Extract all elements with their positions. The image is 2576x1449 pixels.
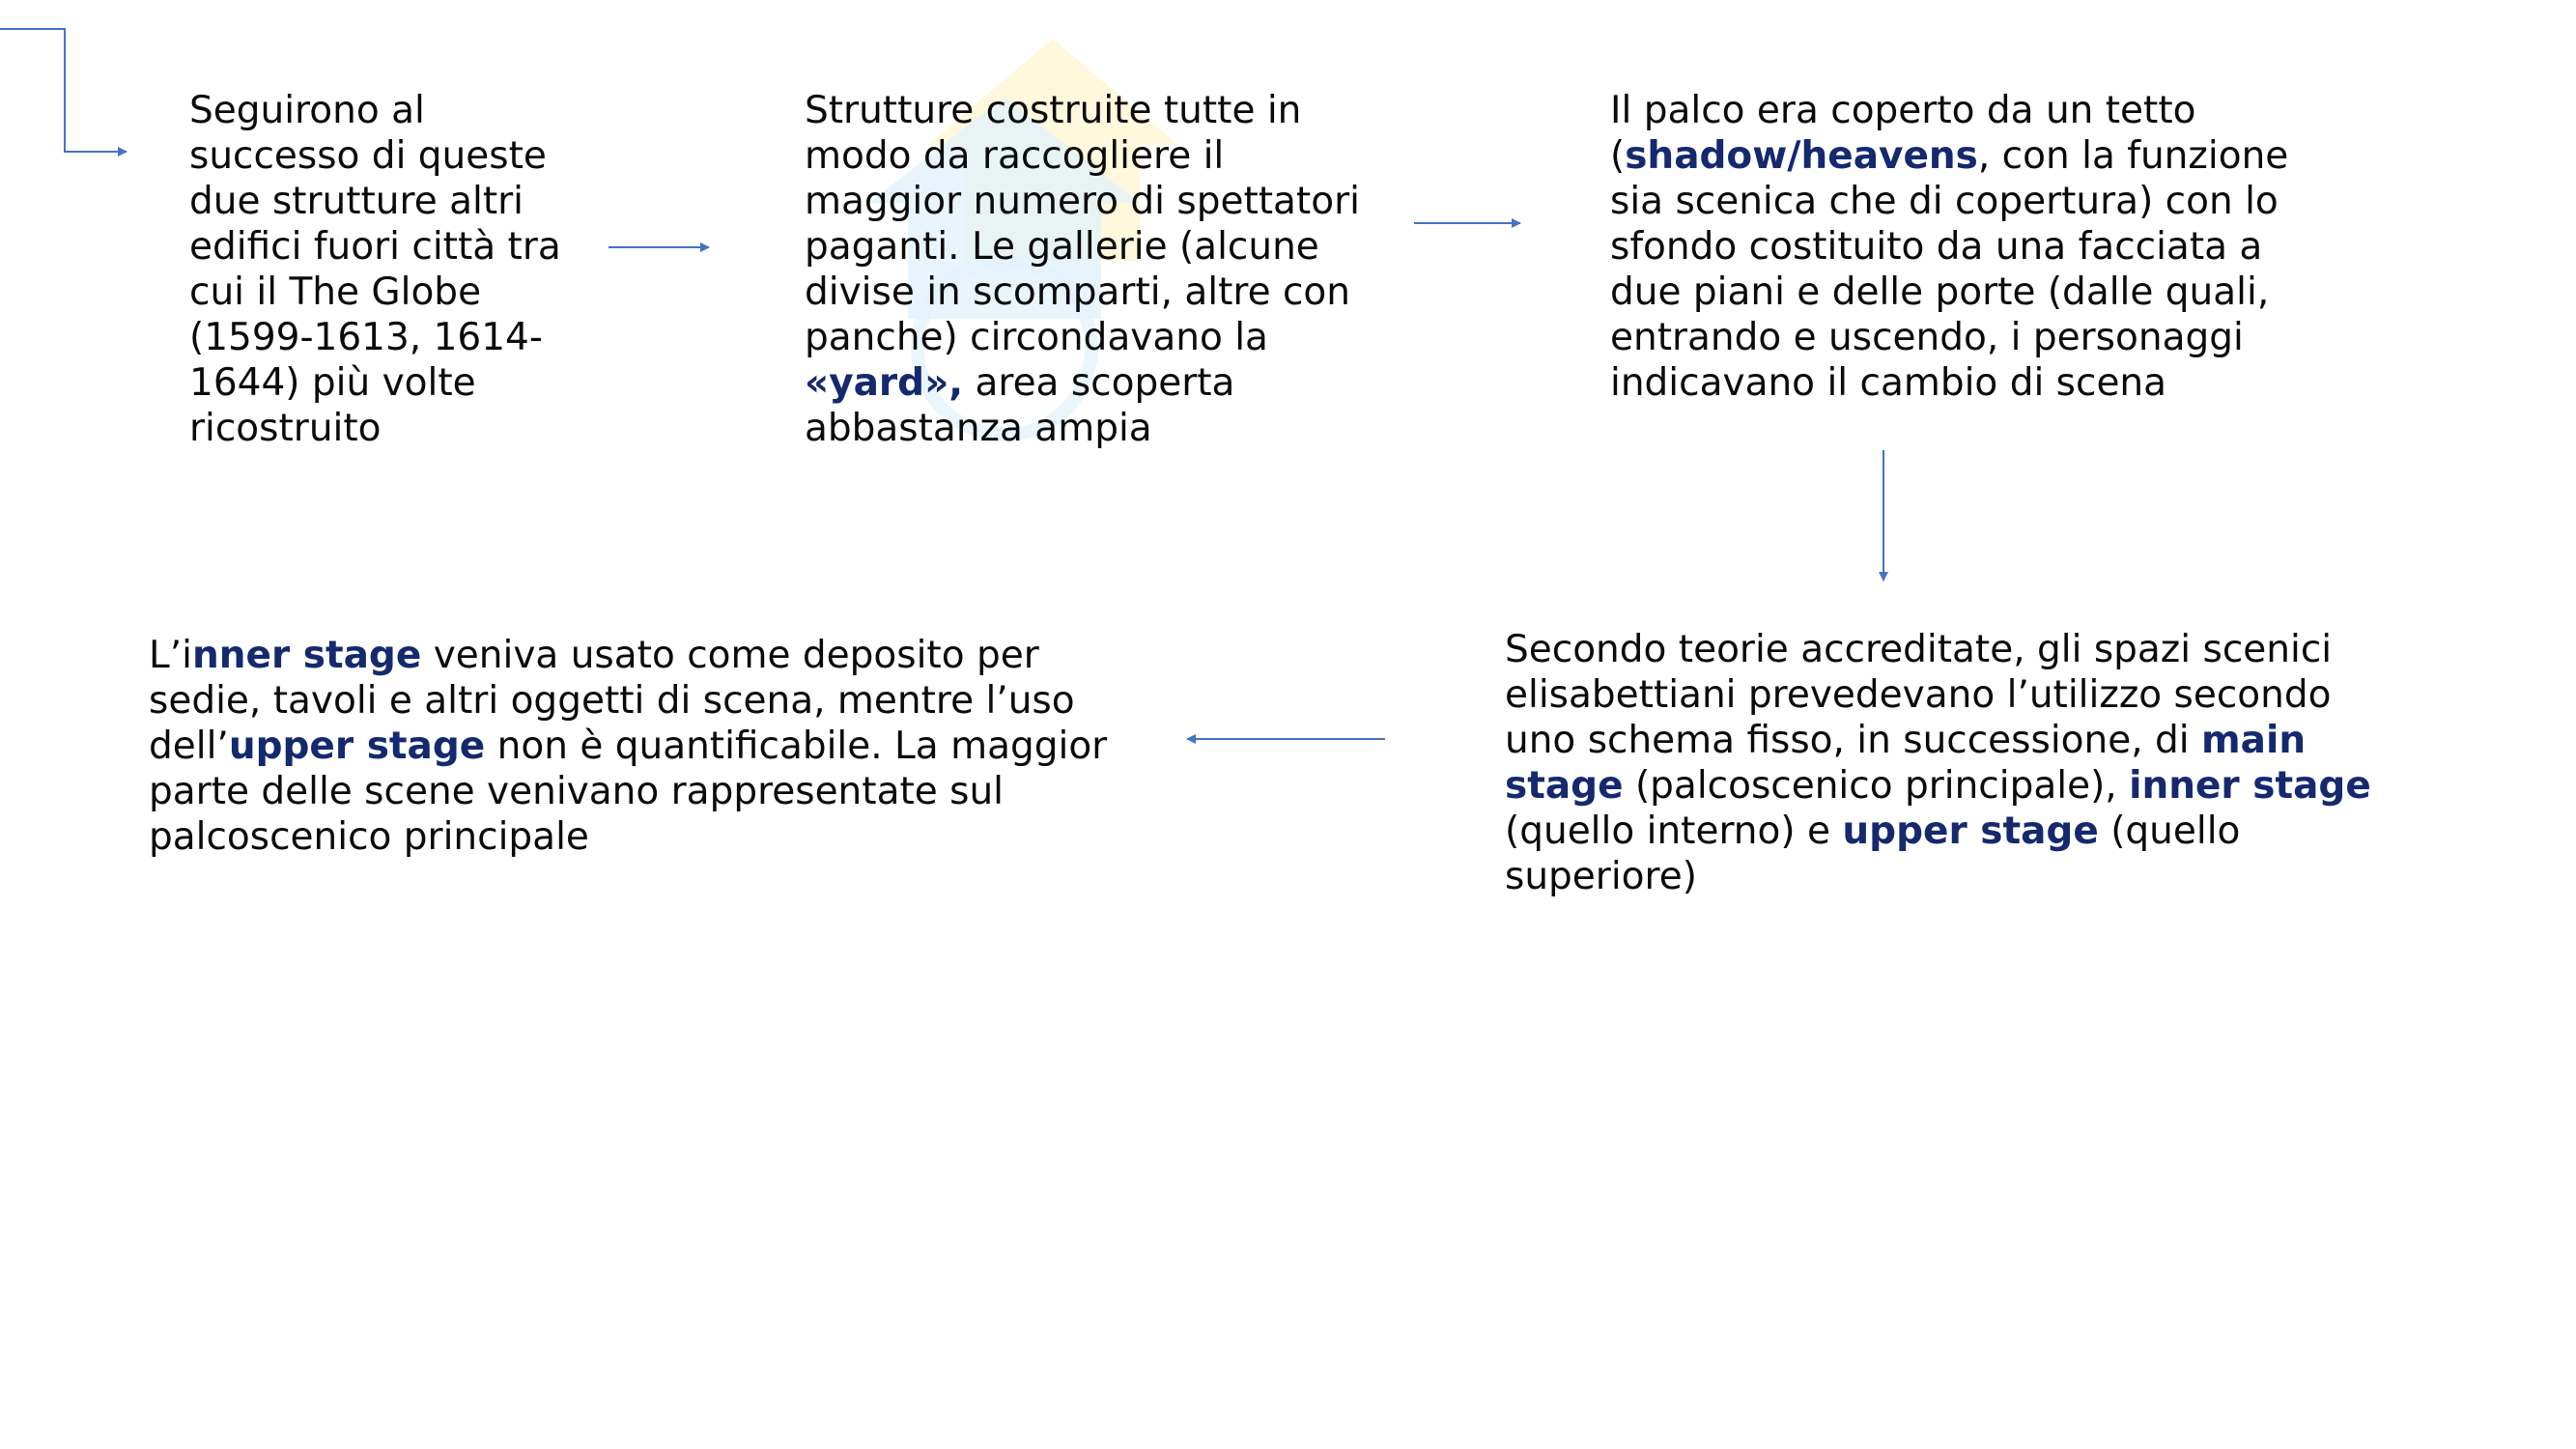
- text-line: sia scenica che di copertura) con lo: [1610, 180, 2279, 223]
- text-line: superiore): [1505, 855, 1697, 898]
- text-line: edifici fuori città tra: [189, 225, 561, 269]
- highlight-upper-stage: upper stage: [228, 724, 486, 768]
- text-segment: (: [1610, 134, 1626, 178]
- text-line: [149, 724, 1107, 769]
- text-box-stage-spaces: [1505, 627, 2371, 899]
- highlight-shadow-heavens: shadow/heavens: [1625, 134, 1978, 178]
- highlight-main: main: [2201, 719, 2307, 762]
- text-box-inner-stage-usage: [149, 633, 1107, 860]
- text-line: maggior numero di spettatori: [805, 180, 1360, 223]
- text-line: (1599-1613, 1614-: [189, 316, 543, 359]
- text-line: panche) circondavano la: [805, 316, 1268, 359]
- text-segment: (palcoscenico principale),: [1623, 764, 2130, 808]
- text-line: paganti. Le gallerie (alcune: [805, 225, 1319, 269]
- text-line: modo da raccogliere il: [805, 134, 1225, 178]
- highlight-inner-stage: inner stage: [2129, 764, 2371, 808]
- text-line: [1505, 809, 2371, 854]
- text-segment: uno schema fisso, in successione, di: [1505, 719, 2202, 762]
- text-line: Strutture costruite tutte in: [805, 89, 1302, 132]
- text-segment: , con la funzione: [1977, 134, 2289, 178]
- text-line: [1610, 133, 2288, 179]
- text-segment: veniva usato come deposito per: [421, 634, 1039, 677]
- text-line: cui il The Globe: [189, 270, 482, 314]
- text-box-stage-roof: [1610, 88, 2288, 406]
- text-line: [149, 633, 1107, 678]
- text-line: abbastanza ampia: [805, 407, 1152, 450]
- text-line: palcoscenico principale: [149, 815, 589, 859]
- text-box-globe: [189, 88, 561, 451]
- text-segment: (quello interno) e: [1505, 810, 1843, 853]
- text-line: [1505, 718, 2371, 763]
- text-line: elisabettiani prevedevano l’utilizzo secondo: [1505, 673, 2332, 717]
- text-line: sfondo costituito da una facciata a: [1610, 225, 2263, 269]
- entry-connector-arrow: [0, 29, 127, 152]
- text-line: due strutture altri: [189, 180, 524, 223]
- text-segment: dell’: [149, 724, 229, 768]
- text-line: Seguirono al: [189, 89, 425, 132]
- text-line: sedie, tavoli e altri oggetti di scena, mentre l’uso: [149, 679, 1075, 723]
- text-line: Il palco era coperto da un tetto: [1610, 89, 2196, 132]
- highlight-stage: stage: [1505, 764, 1624, 808]
- text-box-structures: [805, 88, 1360, 451]
- text-segment: (quello: [2098, 810, 2241, 853]
- highlight-yard: «yard»,: [805, 361, 964, 405]
- highlight-inner-stage: nner stage: [191, 634, 422, 677]
- text-line: parte delle scene venivano rappresentate sul: [149, 770, 1005, 813]
- text-line: [1505, 763, 2371, 809]
- text-line: [805, 360, 1360, 406]
- text-line: 1644) più volte: [189, 361, 476, 405]
- text-line: due piani e delle porte (dalle quali,: [1610, 270, 2270, 314]
- text-segment: non è quantificabile. La maggior: [485, 724, 1108, 768]
- text-line: successo di queste: [189, 134, 547, 178]
- text-segment: area scoperta: [963, 361, 1235, 405]
- text-line: entrando e uscendo, i personaggi: [1610, 316, 2244, 359]
- text-line: divise in scomparti, altre con: [805, 270, 1351, 314]
- text-segment: L’i: [149, 634, 192, 677]
- highlight-upper-stage: upper stage: [1842, 810, 2099, 853]
- text-line: Secondo teorie accreditate, gli spazi scenici: [1505, 628, 2333, 671]
- text-line: ricostruito: [189, 407, 382, 450]
- text-line: indicavano il cambio di scena: [1610, 361, 2167, 405]
